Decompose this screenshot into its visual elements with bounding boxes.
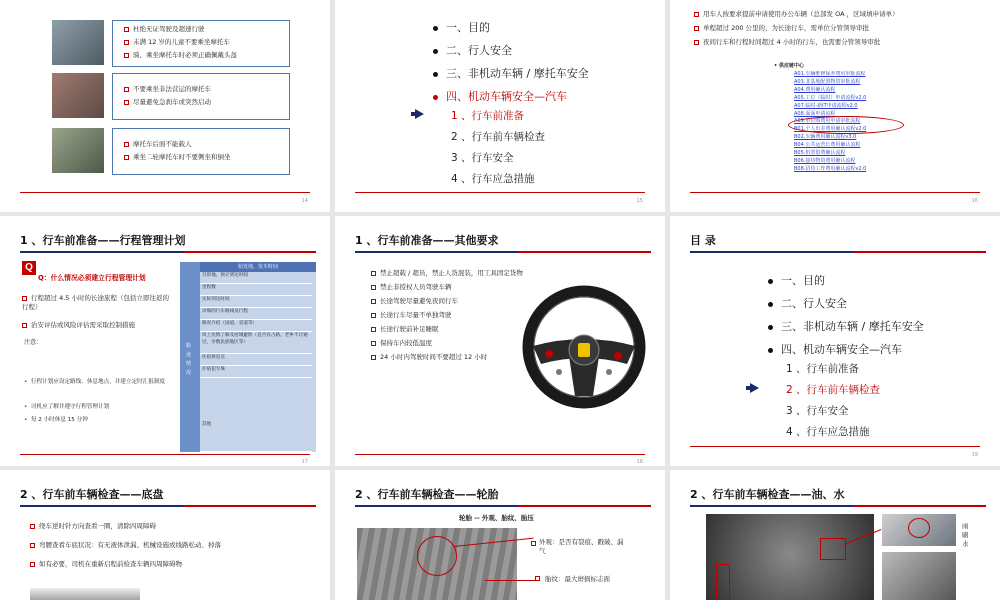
table-side-text: 路 途 情 况 (186, 343, 192, 376)
workflow-link[interactable]: A07.临时-新IT申请流程v2.0 (794, 102, 858, 109)
rule-item: 骑、乘坐摩托车时必须正确佩戴头盔 (124, 51, 237, 60)
slide-title: 1 、行车前准备——行程管理计划 (20, 234, 186, 247)
page-number: 17 (301, 459, 308, 465)
motorcycle-photo-1 (52, 20, 104, 65)
bullet-item: 保持车内较低温度 (371, 339, 432, 348)
table-row: 实际到达时间 (200, 296, 312, 308)
rule-item: 摩托车后面不能载人 (124, 140, 192, 149)
toc-item: 一、目的 (768, 272, 825, 288)
motorcycle-photo-2 (52, 73, 104, 118)
note-title: 注意： (24, 339, 43, 346)
callout-line-2 (485, 580, 535, 581)
bullet-item: 长途驾驶尽量避免夜间行车 (371, 297, 458, 306)
bullet-item: 长途行驶前补足睡眠 (371, 325, 439, 334)
title-underline (690, 505, 986, 507)
bullet-item: 单程超过 200 公里的，为长途行车，需单位分管领导审批 (694, 24, 869, 33)
bullet-item: 弯腰查看车底状况：有无液体泄漏、机械设施或线路松动、掉落 (30, 541, 221, 550)
workflow-link[interactable]: B05.机票借费确认流程 (794, 150, 846, 157)
slide-title: 1 、行车前准备——其他要求 (355, 234, 499, 247)
bullet-item: 夜间行车和行程时间超过 4 小时的行车，也需要分管领导审批 (694, 38, 880, 47)
slide-thumbnail-20[interactable] (0, 470, 330, 600)
workflow-link[interactable]: B01.个人出差费用确认流程v2.0 (794, 126, 867, 133)
toc-subitem: 1 、行车前准备 (786, 363, 860, 375)
footer-line (690, 446, 980, 447)
engine-highlight-box (820, 538, 846, 560)
table-row: 目的地、预计到达时间 (200, 272, 312, 284)
rule-box-2 (112, 73, 290, 120)
menu-title: • 供应链中心 (774, 63, 804, 69)
workflow-link[interactable]: A05.工位（临时）申请流程v2.0 (794, 94, 867, 101)
toc-subitem-active: 1 、行车前准备 (451, 110, 525, 122)
rule-item: 乘坐二轮摩托车时不要侧坐和倒坐 (124, 153, 231, 162)
rule-item: 不要乘坐非法营运的摩托车 (124, 85, 211, 94)
workflow-link[interactable]: B02.车辆费用确认流程v3.0 (794, 134, 857, 141)
rule-item: 尽量避免急刹车或突然启动 (124, 98, 211, 107)
tire-highlight-circle (417, 536, 457, 576)
note-item: • 行程计划应设定路线、休息地点，并建立定时汇报制度 (24, 379, 166, 385)
table-row: 里程数 (200, 284, 312, 296)
slide-thumbnail-19[interactable] (670, 216, 1000, 466)
toc-subitem: 3 、行车安全 (786, 405, 849, 417)
toc-item: 一、目的 (433, 19, 490, 35)
title-underline (355, 251, 651, 253)
toc-item: 二、行人安全 (768, 295, 847, 311)
table-row: 风土民情了解及居城避险（是否有占路，老乡不让通过，少数民族地区等） (200, 332, 312, 354)
motorcycle-photo-3 (52, 128, 104, 173)
callout-appearance: 外观：是否有裂痕、戳破、漏气 (539, 538, 624, 555)
tire-subtitle: 轮胎 -- 外观、胎纹、胎压 (459, 514, 534, 522)
engine-highlight-box (716, 564, 730, 600)
bullet-item: 禁止超载 / 超员，禁止人货混装，用工具固定货物 (371, 269, 523, 278)
table-row: 仟依犯专珠 (200, 366, 312, 378)
footer-line (690, 192, 980, 193)
footer-line (20, 192, 310, 193)
toc-subitem: 4 、行车应急措施 (451, 173, 535, 185)
workflow-link[interactable]: A03.非基地配置物资审批流程 (794, 78, 861, 85)
rule-item: 未满 12 岁的儿童不要乘坐摩托车 (124, 38, 230, 47)
bullet-item: 禁止非授权人员驾驶车辆 (371, 283, 452, 292)
bullet-item: 24 小时内驾驶时间不要超过 12 小时 (371, 353, 487, 362)
steering-wheel-image (521, 284, 647, 410)
slide-thumbnail-21[interactable] (335, 470, 665, 600)
toc-subitem: 2 、行车前车辆检查 (451, 131, 546, 143)
workflow-link[interactable]: A09.单位购费用申请审批流程 (794, 118, 861, 125)
footer-line (20, 454, 310, 455)
workflow-link[interactable]: A08.面面申请流程 (794, 110, 836, 117)
note-item: • 每 2 小时休息 15 分钟 (24, 417, 88, 423)
note-item: • 司机应了解并遵守行程管理计划 (24, 404, 110, 410)
page-number: 15 (636, 198, 643, 204)
title-underline (355, 505, 651, 507)
page-number: 16 (971, 198, 978, 204)
bullet-item: 治安评估或风险评估需采取控制措施 (22, 321, 172, 330)
arrow-right-icon (750, 383, 759, 393)
table-row: 其他 (200, 378, 312, 452)
slide-thumbnail-17[interactable] (0, 216, 330, 466)
table-header: 始发地、发车时间 (200, 262, 316, 272)
rule-item: 杜绝无证驾驶及超速行驶 (124, 25, 205, 34)
table-rows (200, 272, 316, 452)
footer-line (355, 192, 645, 193)
washer-circle (908, 518, 930, 538)
toc-item: 三、非机动车辆 / 摩托车安全 (433, 65, 589, 81)
bullet-item: 长途行车尽量不单独驾驶 (371, 311, 452, 320)
bullet-item: 用车人按要求提前申请使用办公车辆（总部发 OA ，区域填申请单） (694, 10, 899, 19)
toc-item: 三、非机动车辆 / 摩托车安全 (768, 318, 924, 334)
slide-title: 2 、行车前车辆检查——油、水 (690, 488, 845, 501)
workflow-link[interactable]: A01.车辆维修保养费用审批流程 (794, 71, 866, 77)
footer-line (355, 454, 645, 455)
title-underline (690, 251, 986, 253)
callout-marker (531, 541, 536, 546)
table-row: 详细的行车路线及行程 (200, 308, 312, 320)
oil-dipstick-photo (882, 552, 956, 600)
toc-item-active: 四、机动车辆安全—汽车 (433, 88, 567, 104)
bullet-item: 行程超过 4.5 小时的长途旅程（包括立即往返的行程） (22, 294, 169, 311)
bullet-item: 如有必要，司机在重新启程前检查车辆四周障碍物 (30, 560, 182, 569)
trip-plan-table (180, 262, 316, 452)
slide-thumbnail-14[interactable] (0, 0, 330, 212)
page-number: 18 (636, 459, 643, 465)
table-row: 住宿休息点 (200, 354, 312, 366)
workflow-link[interactable]: A04.费用确认流程 (794, 86, 836, 93)
toc-subitem-active: 2 、行车前车辆检查 (786, 384, 881, 396)
highlight-ellipse (788, 116, 904, 134)
workflow-link[interactable]: B04.公共运营长费用确认流程 (794, 142, 861, 149)
toc-item: 四、机动车辆安全—汽车 (768, 341, 902, 357)
toc-item: 二、行人安全 (433, 42, 512, 58)
workflow-link[interactable]: B06.接待物资费用确认流程 (794, 157, 856, 164)
rule-box-3 (112, 128, 290, 175)
workflow-link[interactable]: B08.招待工作费用确认流程v2.0 (794, 165, 867, 172)
slide-title: 目 录 (690, 234, 716, 247)
question-icon: Q (22, 261, 36, 275)
slide-thumbnail-18[interactable] (335, 216, 665, 466)
page-number: 19 (971, 452, 978, 458)
engine-bay-photo (706, 514, 874, 600)
car-underside-photo (30, 588, 140, 600)
question-text: Q：什么情况必须建立行程管理计划 (38, 274, 146, 282)
callout-tread: 胎纹：最大磨损标志面 (545, 575, 610, 583)
callout-marker (535, 576, 540, 581)
table-row: 路况介绍（国道、省道等） (200, 320, 312, 332)
title-underline (20, 251, 316, 253)
title-underline (20, 505, 316, 507)
toc-subitem: 3 、行车安全 (451, 152, 514, 164)
washer-label: 雨刷水 (962, 522, 969, 548)
slide-thumbnail-16[interactable] (670, 0, 1000, 212)
slide-title: 2 、行车前车辆检查——轮胎 (355, 488, 499, 501)
page-number: 14 (301, 198, 308, 204)
slide-thumbnail-22[interactable] (670, 470, 1000, 600)
slide-title: 2 、行车前车辆检查——底盘 (20, 488, 164, 501)
arrow-right-icon (415, 109, 424, 119)
bullet-item: 绕车逆时针方向查看一圈，清除四周障碍 (30, 522, 156, 531)
slide-thumbnail-15[interactable] (335, 0, 665, 212)
toc-subitem: 4 、行车应急措施 (786, 426, 870, 438)
